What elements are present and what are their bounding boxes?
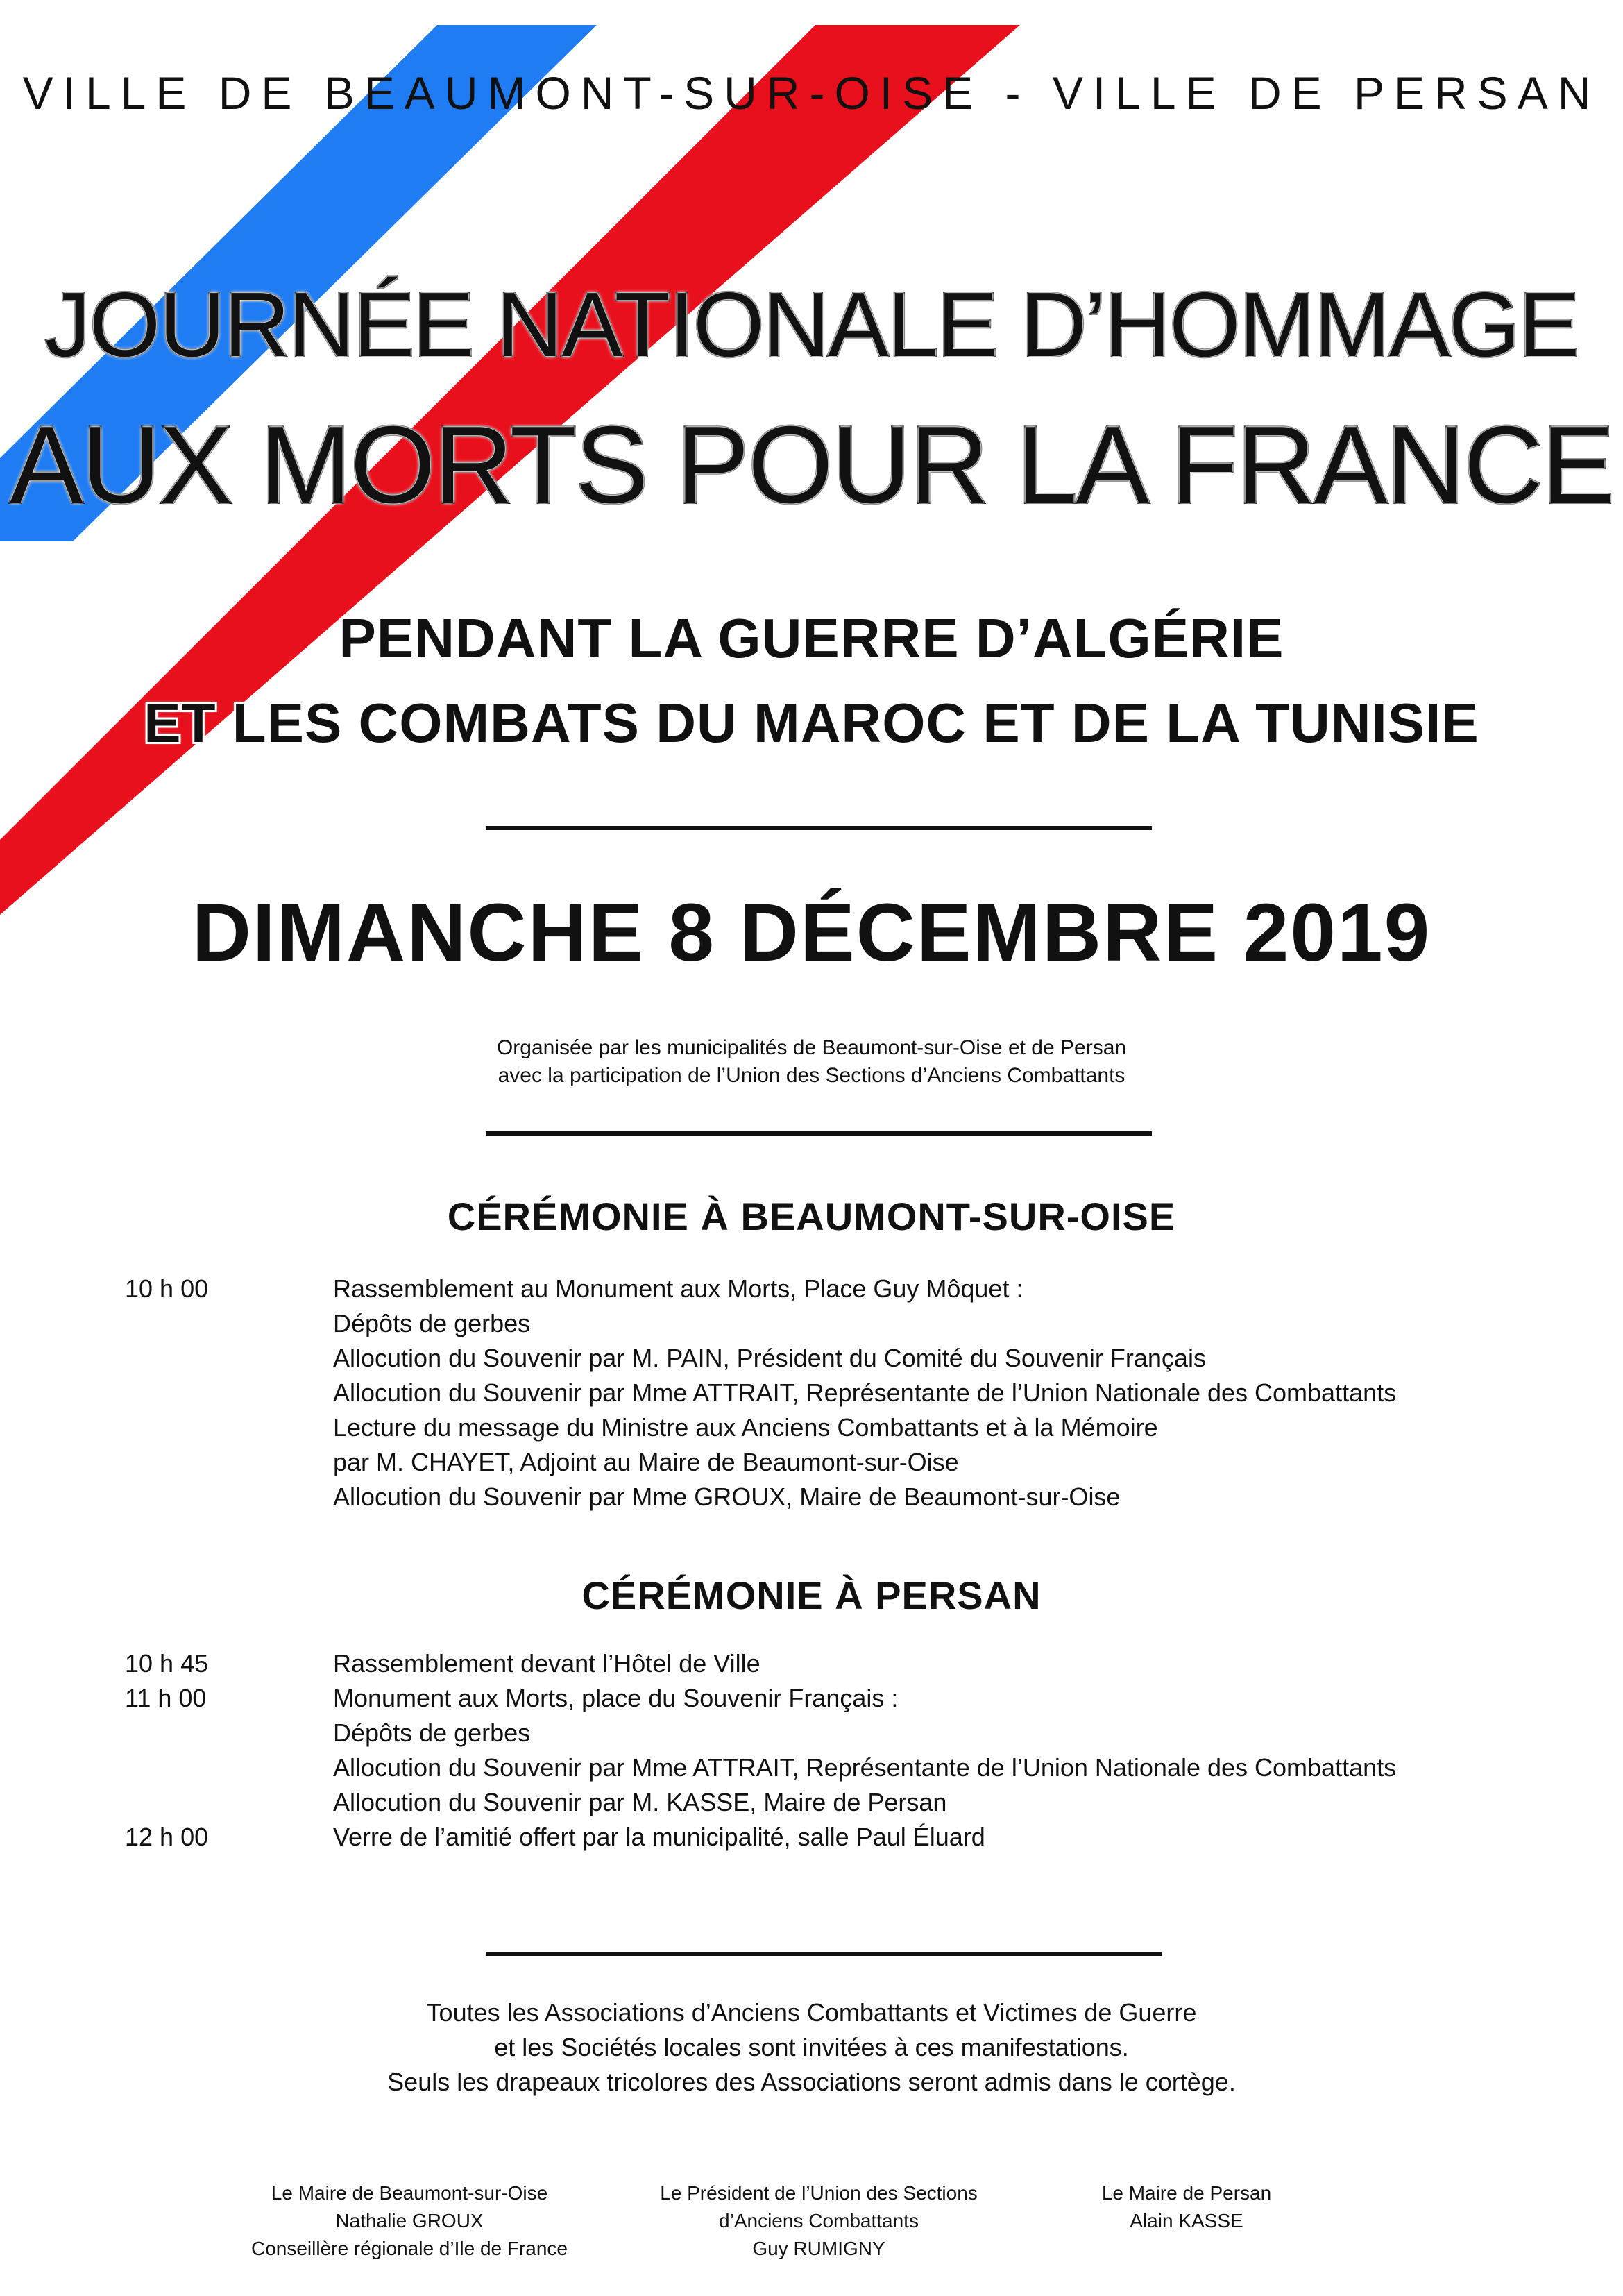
schedule-description: Rassemblement au Monument aux Morts, Place Guy Môquet : (333, 1274, 1023, 1303)
signature-line: Le Maire de Persan (1101, 2182, 1272, 2204)
title-line-1: JOURNÉE NATIONALE D’HOMMAGE (44, 273, 1579, 375)
closing-line-2: et les Sociétés locales sont invitées à ces manifestations. (494, 2033, 1129, 2061)
signature-line: Le Président de l’Union des Sections (660, 2182, 978, 2204)
closing-line-3: Seuls les drapeaux tricolores des Associations seront admis dans le cortège. (387, 2068, 1236, 2096)
schedule-description: Dépôts de gerbes (333, 1309, 531, 1337)
title-line-2: AUX MORTS POUR LA FRANCE (10, 404, 1613, 526)
organisation-note (0, 1034, 1623, 1090)
ceremony-persan-title: CÉRÉMONIE À PERSAN (581, 1573, 1042, 1617)
schedule-description: Lecture du message du Ministre aux Anciens Combattants et à la Mémoire (333, 1413, 1158, 1442)
schedule-description: Allocution du Souvenir par Mme ATTRAIT, Représentante de l’Union Nationale des Combattants (333, 1378, 1397, 1407)
schedule-description: Rassemblement devant l’Hôtel de Ville (333, 1649, 760, 1678)
signature-line: Nathalie GROUX (335, 2210, 484, 2231)
signature-line: Guy RUMIGNY (752, 2238, 885, 2259)
schedule-time: 12 h 00 (125, 1823, 209, 1851)
subtitle-line-2: ET LES COMBATS DU MAROC ET DE LA TUNISIE (144, 692, 1479, 754)
schedule-time: 10 h 45 (125, 1649, 209, 1678)
subtitle-line-1: PENDANT LA GUERRE D’ALGÉRIE (339, 607, 1284, 669)
schedule-time: 10 h 00 (125, 1274, 209, 1303)
schedule-description: Dépôts de gerbes (333, 1719, 531, 1747)
closing-note (0, 1995, 1623, 2100)
divider (486, 1131, 1152, 1136)
closing-line-1: Toutes les Associations d’Anciens Combattants et Victimes de Guerre (426, 1998, 1197, 2027)
schedule-description: Allocution du Souvenir par Mme GROUX, Maire de Beaumont-sur-Oise (333, 1483, 1121, 1511)
divider (486, 1952, 1162, 1956)
signature-persan (965, 2179, 1409, 2235)
header-cities: VILLE DE BEAUMONT-SUR-OISE - VILLE DE PERSAN (22, 67, 1601, 119)
schedule-description: Monument aux Morts, place du Souvenir Français : (333, 1684, 899, 1712)
event-date: DIMANCHE 8 DÉCEMBRE 2019 (192, 887, 1431, 979)
divider (486, 826, 1152, 830)
ceremony-beaumont-title: CÉRÉMONIE À BEAUMONT-SUR-OISE (447, 1195, 1176, 1238)
schedule-description: par M. CHAYET, Adjoint au Maire de Beaumont-sur-Oise (333, 1448, 959, 1476)
schedule-description: Allocution du Souvenir par M. PAIN, Président du Comité du Souvenir Français (333, 1344, 1206, 1372)
schedule-time: 11 h 00 (125, 1684, 207, 1712)
schedule-description: Allocution du Souvenir par M. KASSE, Maire de Persan (333, 1788, 947, 1816)
schedule-description: Verre de l’amitié offert par la municipalité, salle Paul Éluard (333, 1823, 985, 1851)
organisation-line-2: avec la participation de l’Union des Sections d’Anciens Combattants (498, 1064, 1125, 1087)
signature-line: Le Maire de Beaumont-sur-Oise (271, 2182, 548, 2204)
signature-line: d’Anciens Combattants (719, 2210, 919, 2231)
signature-line: Alain KASSE (1130, 2210, 1243, 2231)
signature-line: Conseillère régionale d’Ile de France (250, 2238, 568, 2259)
signature-beaumont (187, 2179, 631, 2263)
schedule-description: Allocution du Souvenir par Mme ATTRAIT, Représentante de l’Union Nationale des Combattants (333, 1753, 1397, 1782)
organisation-line-1: Organisée par les municipalités de Beaumont-sur-Oise et de Persan (496, 1036, 1127, 1059)
